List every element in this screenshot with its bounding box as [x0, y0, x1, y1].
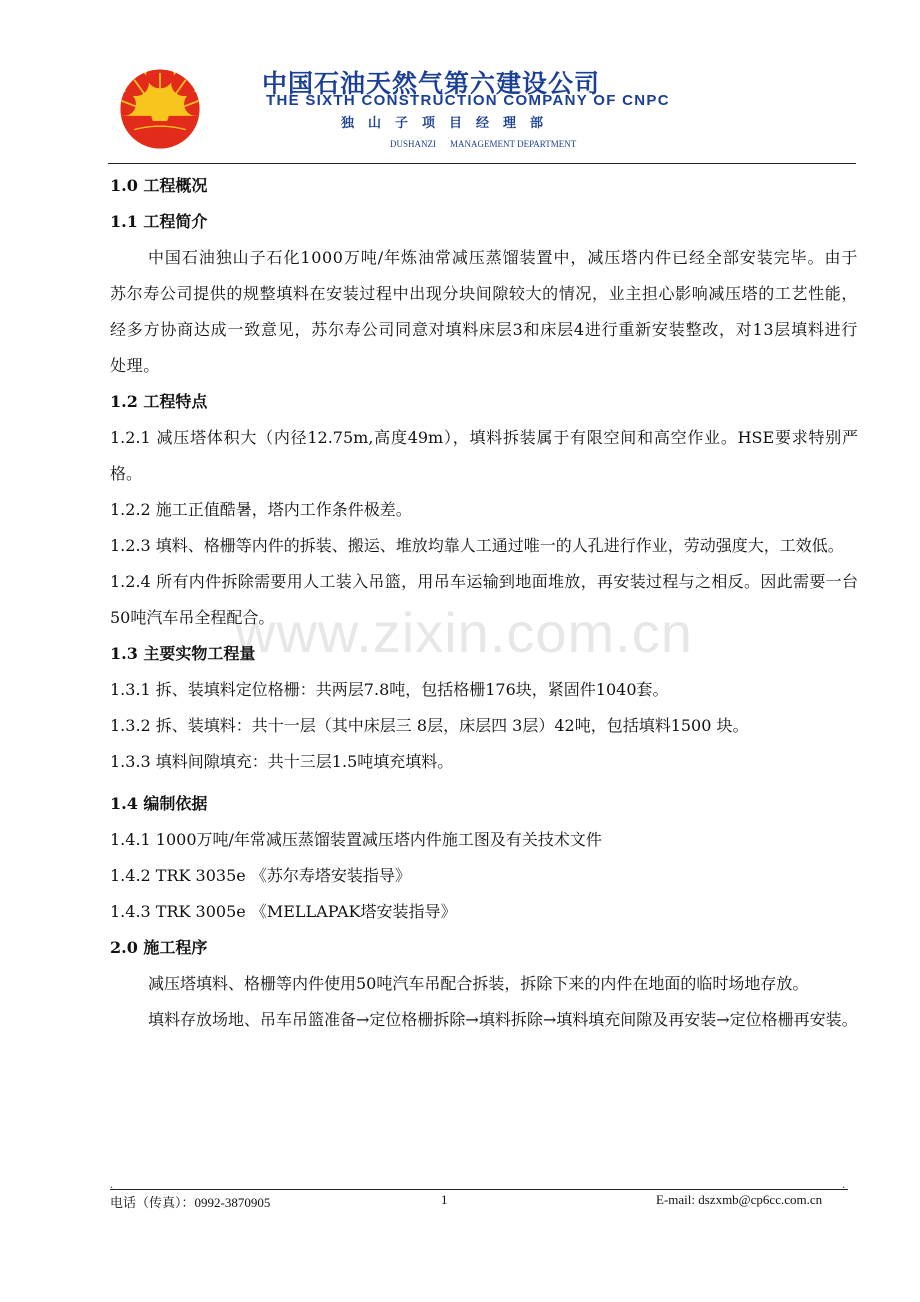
section-heading: 1.4 编制依据 [110, 794, 208, 813]
paragraph: 1.4.1 1000万吨/年常减压蒸馏装置减压塔内件施工图及有关技术文件 [110, 830, 602, 849]
section-heading: 2.0 施工程序 [110, 938, 208, 957]
footer-dot-right: . [842, 1180, 846, 1191]
footer-email: E-mail: dszxmb@cp6cc.com.cn [656, 1192, 823, 1207]
section-heading: 1.1 工程简介 [110, 212, 208, 231]
paragraph: 减压塔填料、格栅等内件使用50吨汽车吊配合拆装，拆除下来的内件在地面的临时场地存放。 [148, 974, 809, 993]
footer-page-number: 1 [441, 1192, 448, 1207]
department-en-part2: MANAGEMENT DEPARTMENT [450, 139, 577, 149]
company-name-cn: 中国石油天然气第六建设公司 [262, 69, 601, 98]
footer-phone: 电话（传真）：0992-3870905 [110, 1195, 271, 1210]
watermark: www.zixin.com.cn [235, 601, 693, 664]
footer-dot-left: . [110, 1180, 114, 1191]
paragraph: 1.2.1 减压塔体积大（内径12.75m,高度49m），填料拆装属于有限空间和高空作业。HSE要求特别严格。 [110, 428, 858, 483]
paragraph: 1.3.2 拆、装填料：共十一层（其中床层三 8层，床层四 3层）42吨，包括填料1500 块。 [110, 716, 749, 735]
company-name-en: THE SIXTH CONSTRUCTION COMPANY OF CNPC [266, 92, 670, 109]
cnpc-logo-icon [117, 66, 203, 152]
paragraph: 1.4.2 TRK 3035e 《苏尔寿塔安装指导》 [110, 866, 411, 885]
section-heading: 1.3 主要实物工程量 [110, 644, 256, 663]
paragraph: 1.2.3 填料、格栅等内件的拆装、搬运、堆放均靠人工通过唯一的人孔进行作业，劳动强度大，工效低。 [110, 536, 844, 555]
department-en-part1: DUSHANZI [390, 139, 436, 149]
department-name-en [390, 139, 590, 149]
paragraph: 1.3.1 拆、装填料定位格栅：共两层7.8吨，包括格栅176块，紧固件1040套。 [110, 680, 669, 699]
paragraph: 填料存放场地、吊车吊篮准备→定位格栅拆除→填料拆除→填料填充间隙及再安装→定位格栅再安装。 [148, 1010, 858, 1029]
paragraph: 中国石油独山子石化1000万吨/年炼油常减压蒸馏装置中，减压塔内件已经全部安装完毕。由于苏尔寿公司提供的规整填料在安装过程中出现分块间隙较大的情况，业主担心影响减压塔的工艺性能，经多方协商达成一致意见，苏尔寿公司同意对填料床层3和床层4进行重新安装整改，对13层填料进行处理。 [110, 248, 858, 375]
paragraph: 1.4.3 TRK 3005e 《MELLAPAK塔安装指导》 [110, 902, 457, 921]
section-heading: 1.0 工程概况 [110, 176, 208, 195]
paragraph: 1.2.4 所有内件拆除需要用人工装入吊篮，用吊车运输到地面堆放，再安装过程与之相反。因此需要一台50吨汽车吊全程配合。 [110, 572, 858, 627]
paragraph: 1.3.3 填料间隙填充：共十三层1.5吨填充填料。 [110, 752, 454, 771]
paragraph: 1.2.2 施工正值酷暑，塔内工作条件极差。 [110, 500, 412, 519]
page-header [0, 0, 920, 165]
department-name-cn: 独山子项目经理部 [341, 116, 558, 131]
section-heading: 1.2 工程特点 [110, 392, 208, 411]
footer-divider [110, 1189, 848, 1190]
header-divider [108, 163, 856, 164]
document-body [110, 168, 858, 1038]
